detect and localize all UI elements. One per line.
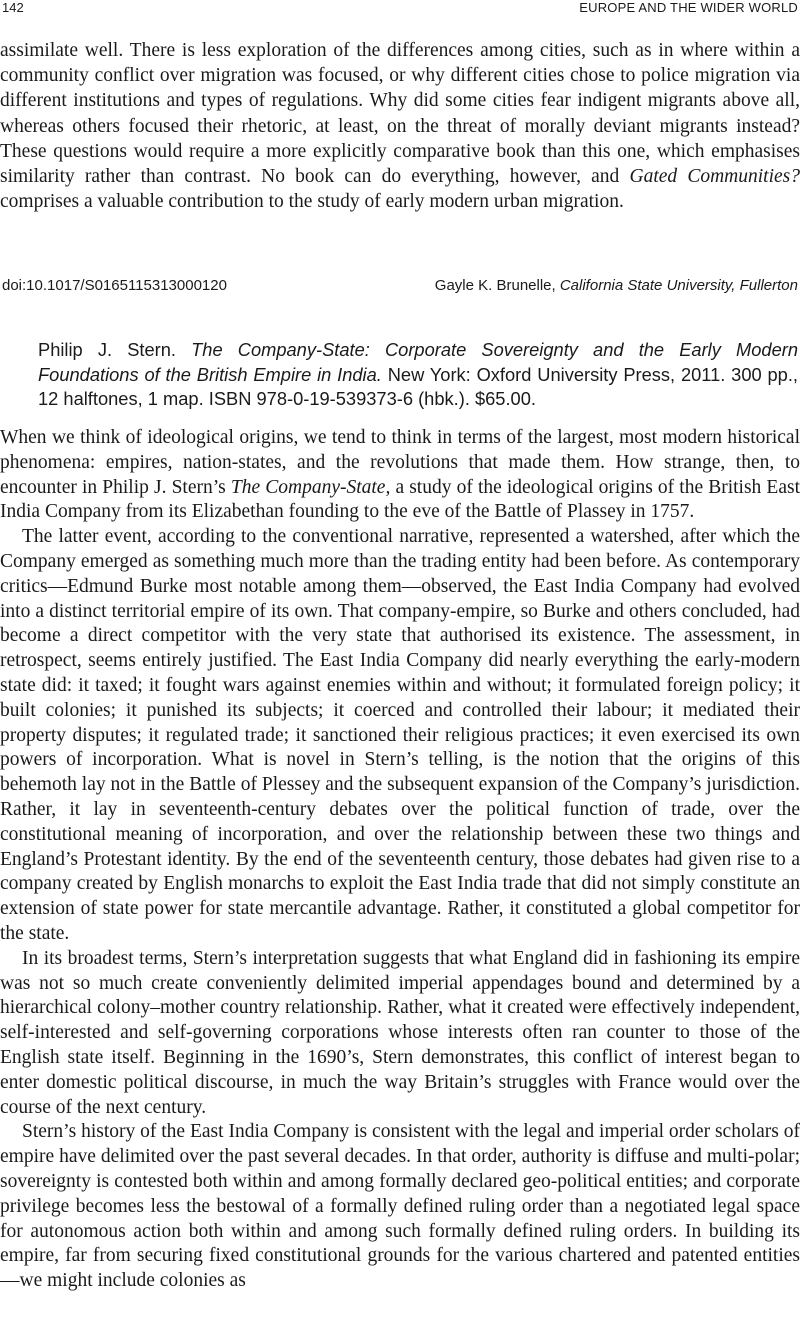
review-paragraph-1 [0,426,800,525]
review-paragraph-2: The latter event, according to the conventional narrative, represented a watershed, after which the Company emerged as something much more than the trading entity had been before. As contemporary critics—Edmund Burke most notable among them—observed, the East India Company had evolved into a distinct territorial empire of its own. That company-empire, so Burke and others concluded, had become a direct competitor with the very state that authorised its existence. The assessment, in retrospect, seems entirely justified. The East India Company did nearly everything the early-modern state did: it taxed; it fought wars against enemies within and without; it formulated foreign policy; it built colonies; it punished its subjects; it coerced and controlled their labour; it mediated their property disputes; it regulated trade; it sanctioned their religious practices; it even exercised its own powers of incorporation. What is novel in Stern’s telling, is the notion that the origins of this behemoth lay not in the Battle of Plessey and the subsequent expansion of the Company’s jurisdiction. Rather, it lay in seventeenth-century debates over the political function of trade, over the constitutional meaning of incorporation, and over the relationship between these two things and England’s Protestant identity. By the end of the seventeenth century, those debates had given rise to a company created by English monarchs to exploit the East India trade that did not simply constitute an extension of state power for state mercantile advantage. Rather, it constituted a global competitor for the state. [0,526,800,944]
previous-review-book-title: Gated Communities? [629,166,800,188]
review-paragraph-1-book-title: The Company-State, [230,476,391,498]
book-citation [38,338,798,412]
review-paragraph-1-start: When we think of ideological origins, we tend to think in terms of the largest, most modern historical phenomena: empires, nation-states, and the revolutions that made them. How strange, then, to encounter in Philip J. Stern’s [0,427,800,498]
reviewer-signature [435,276,798,296]
citation-author: Philip J. Stern. [38,339,192,360]
previous-review-text-start: assimilate well. There is less exploration of the differences among cities, such as in where within a community conflict over migration was focused, or why different cities chose to police migration via different institutions and types of regulations. Why did some cities fear indigent migrants above all, whereas others focused their rhetoric, at least, on the threat of morally deviant migrants instead? These questions would require a more explicitly comparative book than this one, which emphasises similarity rather than contrast. No book can do everything, however, and [0,40,800,188]
reviewer-affiliation: California State University, Fullerton [559,277,798,294]
doi-reference: doi:10.1017/S0165115313000120 [2,277,227,294]
citation-title: The Company-State: Corporate Sovereignty and the Early Modern Foundations of the British Empire in India. [38,339,798,385]
citation-line [38,338,798,412]
previous-review-paragraph [0,38,800,214]
previous-review-conclusion [0,38,800,214]
running-head-title: EUROPE AND THE WIDER WORLD [579,0,798,15]
page-number: 142 [2,0,24,15]
running-head [0,0,800,20]
review-paragraph-3: In its broadest terms, Stern’s interpretation suggests that what England did in fashioning its empire was not so much create conveniently delimited imperial appendages bound and determined by a hierarchical colony–mother country relationship. Rather, what it created were effectively independent, self-interested and self-governing corporations whose interests often ran counter to those of the English state itself. Beginning in the 1690’s, Stern demonstrates, this conflict of interest began to enter domestic political discourse, in much the way Britain’s struggles with France would over the course of the next century. [0,947,800,1118]
reviewer-name: Gayle K. Brunelle, [434,277,560,294]
review-paragraph-1-end: a study of the ideological origins of the British East India Company from its Elizabethan founding to the eve of the Battle of Plassey in 1757. [0,476,800,523]
review-paragraph-4: Stern’s history of the East India Company is consistent with the legal and imperial order scholars of empire have delimited over the past several decades. In that order, authority is diffuse and multi-polar; sovereignty is contested both within and among formally declared geo-political entities; and corporate privilege becomes less the bestowal of a formally defined ruling order than a negotiated legal space for autonomous action both within and among such formally defined ruling orders. In building its empire, far from securing fixed constitutional grounds for the various chartered and patented entities—we might include colonies as [0,1121,800,1292]
review-body [0,426,800,1294]
previous-review-text-end: comprises a valuable contribution to the study of early modern urban migration. [0,191,624,213]
citation-publication-details: New York: Oxford University Press, 2011. 300 pp., 12 halftones, 1 map. ISBN 978-0-19-539373-6 (hbk.). $65.00. [38,363,798,409]
